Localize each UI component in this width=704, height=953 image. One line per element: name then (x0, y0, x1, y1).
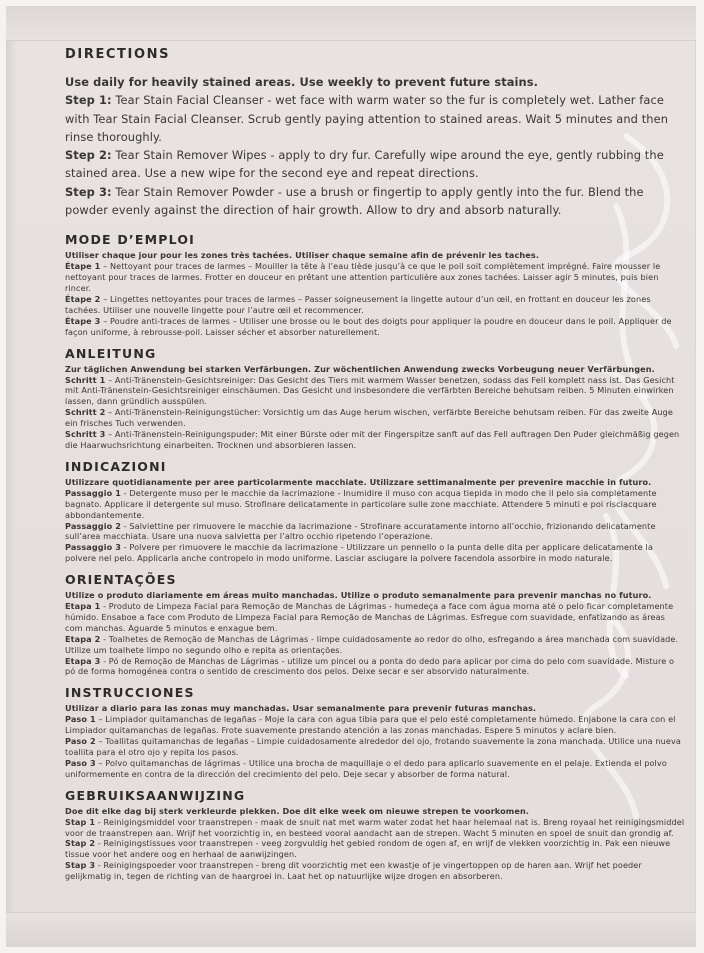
step-label: Schritt 3 (65, 429, 106, 440)
section-intro: Utilizar a diario para las zonas muy manchadas. Usar semanalmente para prevenir futuras manchas. (65, 703, 537, 714)
step-label: Etapa 3 (65, 655, 101, 666)
step-label: Etapa 1 (65, 601, 101, 612)
section-intro: Use daily for heavily stained areas. Use weekly to prevent future stains. (65, 75, 539, 89)
section-title: ORIENTAÇÕES (65, 572, 177, 588)
section-directions-english (65, 47, 685, 219)
step-label: Paso 1 (65, 714, 96, 725)
step-text: – Toallitas quitamanchas de legañas - Limpie cuidadosamente alrededor del ojo, frotando suavemente la zona manchada. Utilice una nueva toallita para el otro ojo y repita los pasos. (65, 736, 681, 757)
section-intro: Utilize o produto diariamente em áreas muito manchadas. Utilize o produto semanalmente para prevenir manchas no futuro. (65, 590, 652, 601)
section-body (65, 590, 685, 677)
box-side-edge (6, 6, 16, 947)
step-label: Paso 2 (65, 736, 96, 747)
step-label: Passaggio 1 (65, 487, 121, 498)
step-label: Étape 1 (65, 261, 101, 272)
step-text: - Salviettine per rimuovere le macchie da lacrimazione - Strofinare accuratamente intorno all’occhio, frizionando delicatamente sull’area macchiata. Usare una nuova salvietta per l’altro occhio ripetendo l’operazione. (65, 520, 656, 542)
step-text: Tear Stain Remover Powder - use a brush or fingertip to apply gently into the fur. Blend the powder evenly against the direction of hair growth. Allow to dry and absorb naturally. (65, 184, 644, 218)
step-label: Schritt 1 (65, 374, 106, 385)
step-text: – Limpiador quitamanchas de legañas - Moje la cara con agua tibia para que el pelo esté completamente húmedo. Enjabone la cara con el Limpiador quitamanchas de legañas. Frote suavemente prestando atención a las zonas manchadas. Espere 5 minutos y aclare bien. (65, 714, 676, 736)
section-orientacoes-portuguese (65, 572, 685, 677)
section-body (65, 364, 685, 451)
section-intro: Utilizzare quotidianamente per aree particolarmente macchiate. Utilizzare settimanalmente per prevenire macchie in futuro. (65, 476, 652, 487)
step-text: - Polvere per rimuovere le macchie da lacrimazione - Utilizzare un pennello o la punta delle dita per applicare delicatamente la polvere nel pelo. Applicarla anche contropelo in modo uniforme. Lasciar asciugare la polvere facendola assorbire in modo naturale. (65, 542, 653, 564)
step-label: Step 1: (65, 93, 112, 108)
package-back-panel (6, 6, 696, 947)
step-label: Schritt 2 (65, 407, 106, 418)
step-text: – Polvo quitamanchas de lágrimas - Utilice una brocha de maquillaje o el dedo para aplicarlo suavemente en el pelaje. Extienda el polvo uniformemente en contra de la dirección del crecimiento del pelo. Deje secar y absorber de forma natural. (65, 757, 667, 779)
section-body (65, 73, 685, 219)
section-gebruiksaanwijzing-dutch (65, 788, 685, 882)
step-text: - Reinigingspoeder voor traanstrepen - breng dit voorzichtig met een kwastje of je vingertoppen op de haren aan. Wrijf het poeder gelijkmatig in, tegen de richting van de haargroei in. Laat het op natuurlijke wijze drogen en absorberen. (65, 860, 642, 882)
section-intro: Doe dit elke dag bij sterk verkleurde plekken. Doe dit elke week om nieuwe strepen te voorkomen. (65, 805, 530, 816)
step-text: - Pó de Remoção de Manchas de Lágrimas - utilize um pincel ou a ponta do dedo para aplicar por cima do pelo com suavidade. Misture o pó de forma homogénea contra o sentido de crescimento dos pelos. Deixe secar e ser absorvido naturalmente. (65, 655, 675, 677)
step-text: Tear Stain Remover Wipes - apply to dry fur. Carefully wipe around the eye, gently rubbing the stained area. Use a new wipe for the second eye and repeat directions. (65, 148, 664, 181)
section-body (65, 806, 685, 882)
step-text: Tear Stain Facial Cleanser - wet face with warm water so the fur is completely wet. Lather face with Tear Stain Facial Cleanser. Scrub gently paying attention to stained areas. Wait 5 minutes and then rinse thoroughly. (65, 93, 669, 144)
section-mode-demploi-french (65, 232, 685, 337)
section-instrucciones-spanish (65, 685, 685, 779)
step-label: Etapa 2 (65, 633, 101, 644)
step-label: Stap 3 (65, 860, 96, 871)
step-label: Étape 3 (65, 315, 101, 326)
step-text: – Anti-Tränenstein-Gesichtsreiniger: Das Gesicht des Tiers mit warmem Wasser benetzen, sodass das Fell komplett nass ist. Das Gesicht mit Anti-Tränenstein-Gesichtsreiniger einschäumen. Das Gesicht und insbesondere die verfärbten Bereiche behutsam reiben. 5 Minuten einwirken lassen, dann gründlich ausspülen. (65, 374, 675, 407)
step-text: - Detergente muso per le macchie da lacrimazione - Inumidire il muso con acqua tiepida in modo che il pelo sia completamente bagnato. Applicare il detergente sul muso. Strofinare delicatamente in particolare sulle zone macchiate. Attendere 5 minuti e poi risciacquare abbondantemente. (65, 487, 657, 520)
step-label: Passaggio 3 (65, 542, 121, 553)
section-title: MODE D’EMPLOI (65, 232, 195, 248)
step-label: Step 2: (65, 148, 112, 163)
box-bottom-flap (6, 912, 696, 947)
section-anleitung-german (65, 346, 685, 451)
step-label: Step 3: (65, 184, 112, 199)
step-text: - Reinigingstissues voor traanstrepen - veeg zorgvuldig het gebied rondom de ogen af, en wrijf de vlekken voorzichtig in. Pak een nieuwe tissue voor het andere oog en herhaal de aanwijzingen. (65, 838, 671, 860)
step-label: Passaggio 2 (65, 520, 121, 531)
step-text: – Anti-Tränenstein-Reinigungstücher: Vorsichtig um das Auge herum wischen, verfärbte Bereiche behutsam reiben. Für das zweite Auge ein frisches Tuch verwenden. (65, 407, 673, 429)
step-label: Étape 2 (65, 294, 101, 304)
step-label: Stap 1 (65, 816, 96, 827)
step-text: – Anti-Tränenstein-Reinigungspuder: Mit einer Bürste oder mit der Fingerspitze sanft auf das Fell auftragen Den Puder gleichmäßig gegen die Haarwuchsrichtung einarbeiten. Trocknen und absorbieren lassen. (65, 429, 680, 450)
section-body (65, 703, 685, 779)
section-title: ANLEITUNG (65, 345, 157, 361)
section-intro: Zur täglichen Anwendung bei starken Verfärbungen. Zur wöchentlichen Anwendung zwecks Vorbeugung neuer Verfärbungen. (65, 363, 655, 374)
section-indicazioni-italian (65, 459, 685, 564)
section-title: INDICAZIONI (65, 458, 167, 474)
step-label: Stap 2 (65, 838, 96, 849)
section-body (65, 250, 685, 337)
section-title: GEBRUIKSAANWIJZING (65, 787, 246, 803)
step-text: – Lingettes nettoyantes pour traces de larmes – Passer soigneusement la lingette autour d’un œil, en frottant en douceur les zones tachées. Utiliser une nouvelle lingette pour l’autre œil et recommencer. (65, 294, 651, 315)
section-body (65, 477, 685, 564)
section-intro: Utiliser chaque jour pour les zones très tachées. Utiliser chaque semaine afin de prévenir les taches. (65, 250, 540, 261)
step-text: - Toalhetes de Remoção de Manchas de Lágrimas - limpe cuidadosamente ao redor do olho, esfregando a área manchada com suavidade. Utilize um toalhete limpo no segundo olho e repita as orientações. (65, 633, 679, 655)
step-text: – Poudre anti-traces de larmes – Utiliser une brosse ou le bout des doigts pour appliquer la poudre en douceur dans le poil. Appliquer de façon uniforme, à rebrousse-poil. Laisser sécher et absorber naturellement. (65, 315, 672, 337)
instructions-content (65, 47, 685, 882)
section-title: DIRECTIONS (65, 47, 171, 62)
box-top-flap (6, 6, 696, 41)
step-label: Paso 3 (65, 757, 96, 768)
section-title: INSTRUCCIONES (65, 685, 195, 701)
step-text: - Reinigingsmiddel voor traanstrepen - maak de snuit nat met warm water zodat het haar helemaal nat is. Breng royaal het reinigingsmiddel voor de traanstrepen aan. Wrijf het voorzichtig in, en besteed vooral aandacht aan de strepen. Wacht 5 minuten en spoel de snuit dan grondig af. (65, 816, 685, 838)
step-text: – Nettoyant pour traces de larmes – Mouiller la tête à l’eau tiède jusqu’à ce que le poil soit complètement imprégné. Faire mousser le nettoyant pour traces de larmes. Frotter en douceur en prêtant une attention particulière aux zones tachées. Laisser agir 5 minutes, puis bien rincer. (65, 261, 661, 294)
step-text: - Produto de Limpeza Facial para Remoção de Manchas de Lágrimas - humedeça a face com água morna até o pelo ficar completamente húmido. Ensaboe a face com Produto de Limpeza Facial para Remoção de Manchas de Lágrimas. Esfregue com suavidade, enfatizando as áreas com manchas. Aguarde 5 minutos e enxague bem. (65, 601, 674, 633)
